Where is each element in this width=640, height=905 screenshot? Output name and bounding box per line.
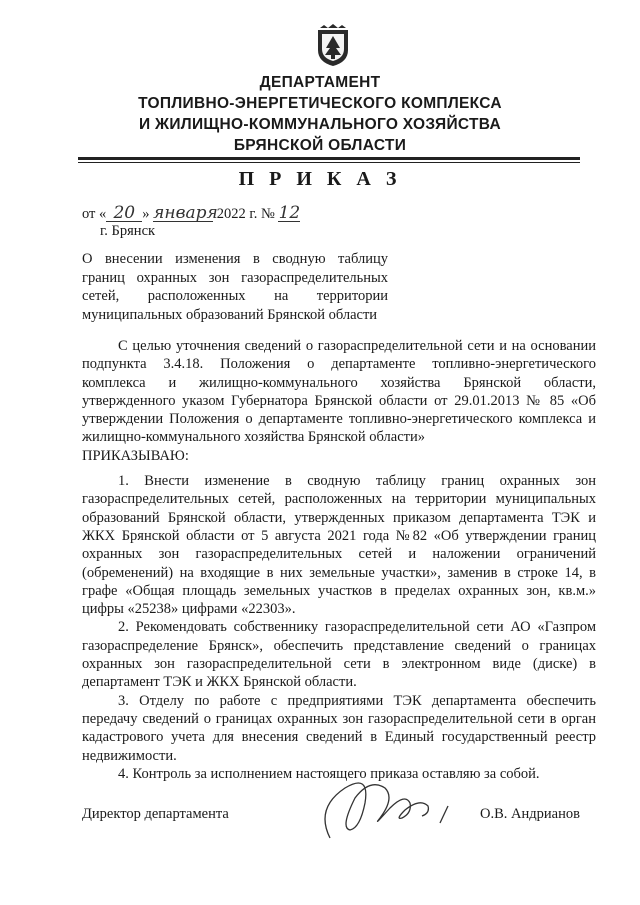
- date-prefix: от «: [82, 206, 107, 222]
- dept-line-1: ДЕПАРТАМЕНТ: [259, 74, 381, 91]
- header-rule-thin: [78, 162, 580, 163]
- dept-line-2: ТОПЛИВНО-ЭНЕРГЕТИЧЕСКОГО КОМПЛЕКСА: [138, 95, 502, 112]
- subject-line-1: О внесении изменения в сводную таблицу: [82, 251, 388, 267]
- order-title: П Р И К А З: [238, 168, 402, 190]
- signatory-name: О.В. Андрианов: [480, 806, 580, 822]
- order-year: 2022 г. №: [216, 206, 275, 222]
- order-day: 20: [106, 205, 142, 222]
- subject-line-4: муниципальных образований Брянской области: [82, 306, 378, 323]
- order-item-2: 2. Рекомендовать собственнику газораспределительной сети АО «Газпром газораспределение Брянск», обеспечить представление сведений о границах охранных зон газораспределительной сети в электронном виде (диске) в департамент ТЭК и ЖКХ Брянской области.: [82, 619, 596, 691]
- order-item-1: 1. Внести изменение в сводную таблицу границ охранных зон газораспределительных сетей, расположенных на территории муниципальных образований Брянской области, утвержденных приказом департамента ТЭК и ЖКХ Брянской области от 5 августа 2021 года №82 «Об утверждении границ охранных зон газораспределительных сетей и наложении ограничений (обременений) на входящие в них земельные участки», заменив в строке 14, в графе «Общая площадь земельных участков в пределах охранных зон, кв.м.» цифры «25238» цифрами «22303».: [82, 473, 596, 618]
- order-body: [82, 337, 596, 783]
- order-city: г. Брянск: [100, 223, 156, 239]
- signatory-position: Директор департамента: [82, 806, 229, 822]
- order-date-line: [82, 205, 300, 223]
- subject-line-2: границ охранных зон газораспределительных: [82, 269, 388, 286]
- header-rule-thick: [78, 157, 580, 160]
- order-item-3: 3. Отделу по работе с предприятиями ТЭК департамента обеспечить передачу сведений о границах охранных зон газораспределительной сети в орган кадастрового учета для внесения сведений в Единый государственный реестр недвижимости.: [82, 692, 596, 764]
- department-name: [60, 72, 580, 156]
- order-subject: [82, 250, 388, 324]
- order-item-4: 4. Контроль за исполнением настоящего приказа оставляю за собой.: [118, 765, 540, 782]
- subject-line-3: сетей, расположенных на территории: [82, 288, 388, 304]
- order-number: 12: [278, 203, 301, 223]
- handwritten-signature: [310, 768, 460, 848]
- dept-line-4: БРЯНСКОЙ ОБЛАСТИ: [233, 137, 407, 154]
- order-month: января: [153, 203, 218, 223]
- order-word: ПРИКАЗЫВАЮ:: [82, 447, 189, 464]
- date-mid: »: [142, 206, 150, 222]
- coat-of-arms-emblem: [314, 24, 352, 68]
- dept-line-3: И ЖИЛИЩНО-КОММУНАЛЬНОГО ХОЗЯЙСТВА: [139, 116, 501, 133]
- preamble-paragraph: С целью уточнения сведений о газораспределительной сети и на основании подпункта 3.4.18. Положения о департаменте топливно-энергетического комплекса и жилищно-коммунального хозяйства Брянской области, утвержденного указом Губернатора Брянской области от 29.01.2013 № 85 «Об утверждении Положения о департаменте топливно-энергетического комплекса и жилищно-коммунального хозяйства Брянской области»: [82, 338, 596, 446]
